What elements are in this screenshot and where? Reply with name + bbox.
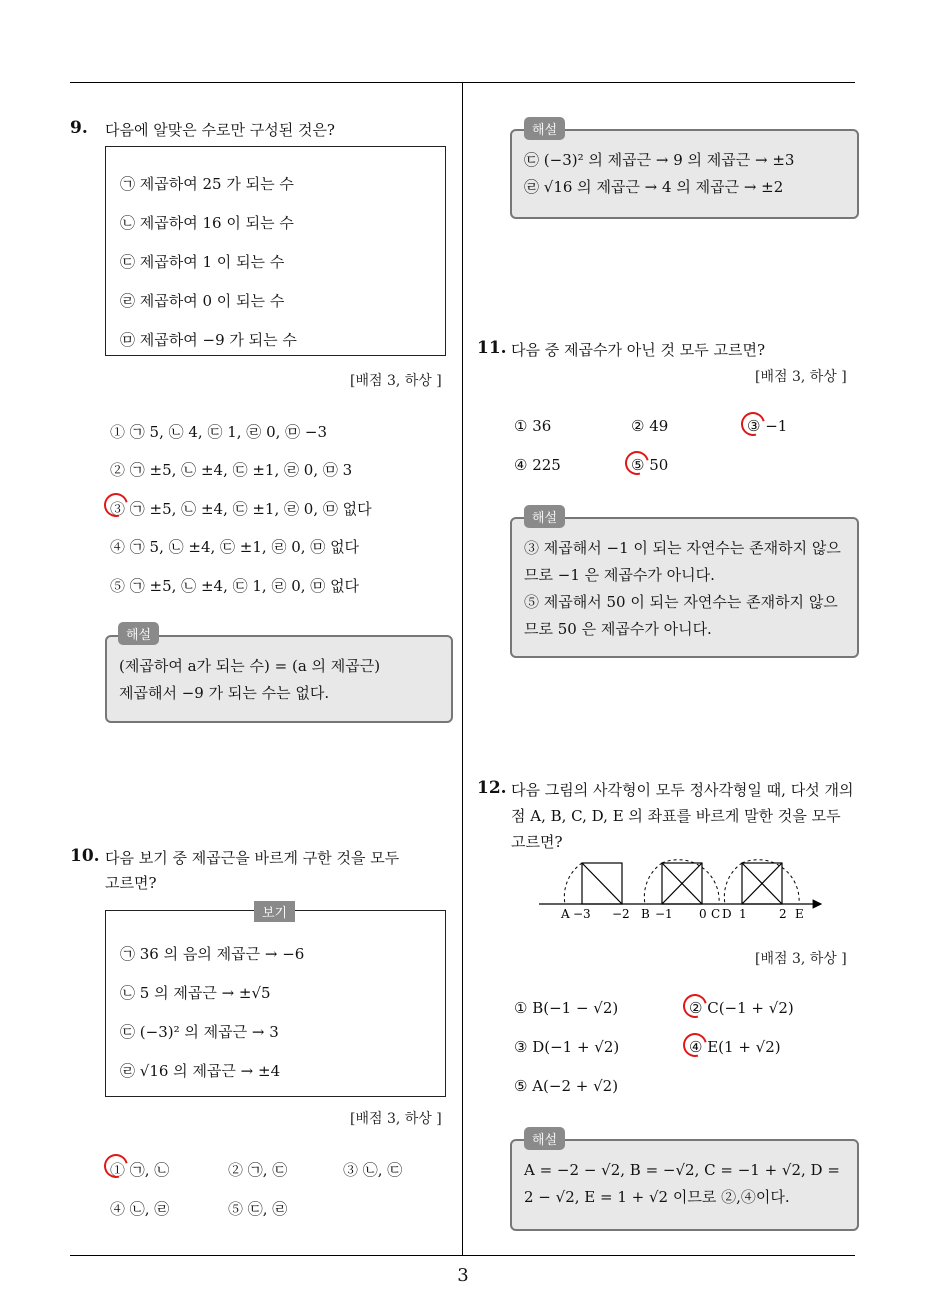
q11-number: 11.: [477, 338, 507, 358]
q11-exp-line: 므로 50 은 제곱수가 아니다.: [524, 620, 712, 638]
q9-question: 다음에 알맞은 수로만 구성된 것은?: [105, 121, 335, 139]
q10-exp-line: ㉢ (−3)² 의 제곱근 → 9 의 제곱근 → ±3: [524, 151, 795, 169]
q12-exp-tag: 해설: [524, 1127, 565, 1150]
q12-option-3[interactable]: ③ D(−1 + √2): [514, 1038, 620, 1056]
q9-item: ㉠ 제곱하여 25 가 되는 수: [120, 175, 294, 193]
answer-mark-icon: [621, 447, 654, 480]
q9-item-box: [105, 146, 446, 356]
q10-item: ㉣ √16 의 제곱근 → ±4: [120, 1062, 281, 1080]
label-C: C: [711, 907, 721, 921]
q9-meta: [배점 3, 하상 ]: [350, 373, 442, 389]
q10-option-4[interactable]: ④ ㉡, ㉣: [110, 1200, 170, 1218]
q11-exp-line: 므로 −1 은 제곱수가 아니다.: [524, 566, 715, 584]
q12-option-2[interactable]: ② C(−1 + √2): [689, 999, 794, 1017]
label-2: 2: [779, 907, 787, 921]
q9-item: ㉡ 제곱하여 16 이 되는 수: [120, 214, 294, 232]
q9-number: 9.: [70, 118, 88, 138]
q9-item: ㉢ 제곱하여 1 이 되는 수: [120, 253, 285, 271]
label-B: B: [641, 907, 650, 921]
q12-meta: [배점 3, 하상 ]: [755, 951, 847, 967]
q10-option-1[interactable]: ① ㉠, ㉡: [110, 1161, 170, 1179]
q10-explanation: [510, 129, 859, 219]
q11-meta: [배점 3, 하상 ]: [755, 369, 847, 385]
q11-exp-tag: 해설: [524, 505, 565, 528]
answer-mark-icon: [679, 990, 712, 1023]
q10-bogi-tag: 보기: [254, 901, 295, 922]
q9-explanation: [105, 635, 453, 723]
q10-option-5[interactable]: ⑤ ㉢, ㉣: [228, 1200, 288, 1218]
q11-exp-line: ⑤ 제곱해서 50 이 되는 자연수는 존재하지 않으: [524, 593, 838, 611]
q12-question-line: 다음 그림의 사각형이 모두 정사각형일 때, 다섯 개의: [511, 781, 854, 799]
q9-option-5[interactable]: ⑤ ㉠ ±5, ㉡ ±4, ㉢ 1, ㉣ 0, ㉤ 없다: [110, 577, 360, 595]
q10-item: ㉠ 36 의 음의 제곱근 → −6: [120, 945, 305, 963]
q11-exp-line: ③ 제곱해서 −1 이 되는 자연수는 존재하지 않으: [524, 539, 841, 557]
q10-number: 10.: [70, 846, 100, 866]
answer-mark-icon: [679, 1029, 712, 1062]
q12-option-1[interactable]: ① B(−1 − √2): [514, 999, 619, 1017]
number-line-figure: [535, 855, 825, 925]
page-number: 3: [457, 1265, 469, 1286]
label-1: 1: [739, 907, 747, 921]
label-D: D: [722, 907, 732, 921]
label-A: A: [561, 907, 570, 921]
q10-option-2[interactable]: ② ㉠, ㉢: [228, 1161, 288, 1179]
q9-option-2[interactable]: ② ㉠ ±5, ㉡ ±4, ㉢ ±1, ㉣ 0, ㉤ 3: [110, 461, 353, 479]
q10-item: ㉢ (−3)² 의 제곱근 → 3: [120, 1023, 279, 1041]
q9-exp-line: (제곱하여 a가 되는 수) = (a 의 제곱근): [119, 657, 381, 675]
q11-question: 다음 중 제곱수가 아닌 것 모두 고르면?: [511, 341, 766, 359]
label-E: E: [795, 907, 804, 921]
answer-mark-icon: [737, 408, 770, 441]
q10-item: ㉡ 5 의 제곱근 → ±√5: [120, 984, 271, 1002]
q10-question-line: 고르면?: [105, 874, 157, 892]
q10-option-3[interactable]: ③ ㉡, ㉢: [343, 1161, 403, 1179]
q12-option-5[interactable]: ⑤ A(−2 + √2): [514, 1077, 619, 1095]
q11-option-1[interactable]: ① 36: [514, 417, 552, 435]
label-neg2: −2: [612, 907, 630, 921]
q12-explanation: [510, 1139, 859, 1231]
q12-exp-line: 2 − √2, E = 1 + √2 이므로 ②,④이다.: [524, 1188, 790, 1206]
q9-option-1[interactable]: ① ㉠ 5, ㉡ 4, ㉢ 1, ㉣ 0, ㉤ −3: [110, 423, 328, 441]
label-neg3: −3: [573, 907, 591, 921]
q10-exp-line: ㉣ √16 의 제곱근 → 4 의 제곱근 → ±2: [524, 178, 784, 196]
column-divider: [462, 82, 463, 1255]
q9-option-3[interactable]: ③ ㉠ ±5, ㉡ ±4, ㉢ ±1, ㉣ 0, ㉤ 없다: [110, 500, 372, 518]
q9-item: ㉣ 제곱하여 0 이 되는 수: [120, 292, 285, 310]
q11-option-4[interactable]: ④ 225: [514, 456, 561, 474]
q9-option-4[interactable]: ④ ㉠ 5, ㉡ ±4, ㉢ ±1, ㉣ 0, ㉤ 없다: [110, 538, 360, 556]
q12-question-line: 점 A, B, C, D, E 의 좌표를 바르게 말한 것을 모두: [511, 807, 841, 825]
q11-explanation: [510, 517, 859, 658]
label-0: 0: [699, 907, 707, 921]
q9-exp-tag: 해설: [118, 622, 159, 645]
q10-bogi-box: [105, 910, 446, 1097]
q11-option-3[interactable]: ③ −1: [747, 417, 788, 435]
q12-number: 12.: [477, 778, 507, 798]
bottom-rule: [70, 1255, 855, 1256]
q11-option-2[interactable]: ② 49: [631, 417, 669, 435]
q9-item: ㉤ 제곱하여 −9 가 되는 수: [120, 331, 297, 349]
q12-question-line: 고르면?: [511, 833, 563, 851]
q9-exp-line: 제곱해서 −9 가 되는 수는 없다.: [119, 684, 330, 702]
q11-option-5[interactable]: ⑤ 50: [631, 456, 669, 474]
q10-exp-tag: 해설: [524, 117, 565, 140]
q10-meta: [배점 3, 하상 ]: [350, 1111, 442, 1127]
label-neg1: −1: [655, 907, 673, 921]
q12-option-4[interactable]: ④ E(1 + √2): [689, 1038, 781, 1056]
q12-exp-line: A = −2 − √2, B = −√2, C = −1 + √2, D =: [524, 1161, 840, 1179]
q10-question-line: 다음 보기 중 제곱근을 바르게 구한 것을 모두: [105, 849, 400, 867]
